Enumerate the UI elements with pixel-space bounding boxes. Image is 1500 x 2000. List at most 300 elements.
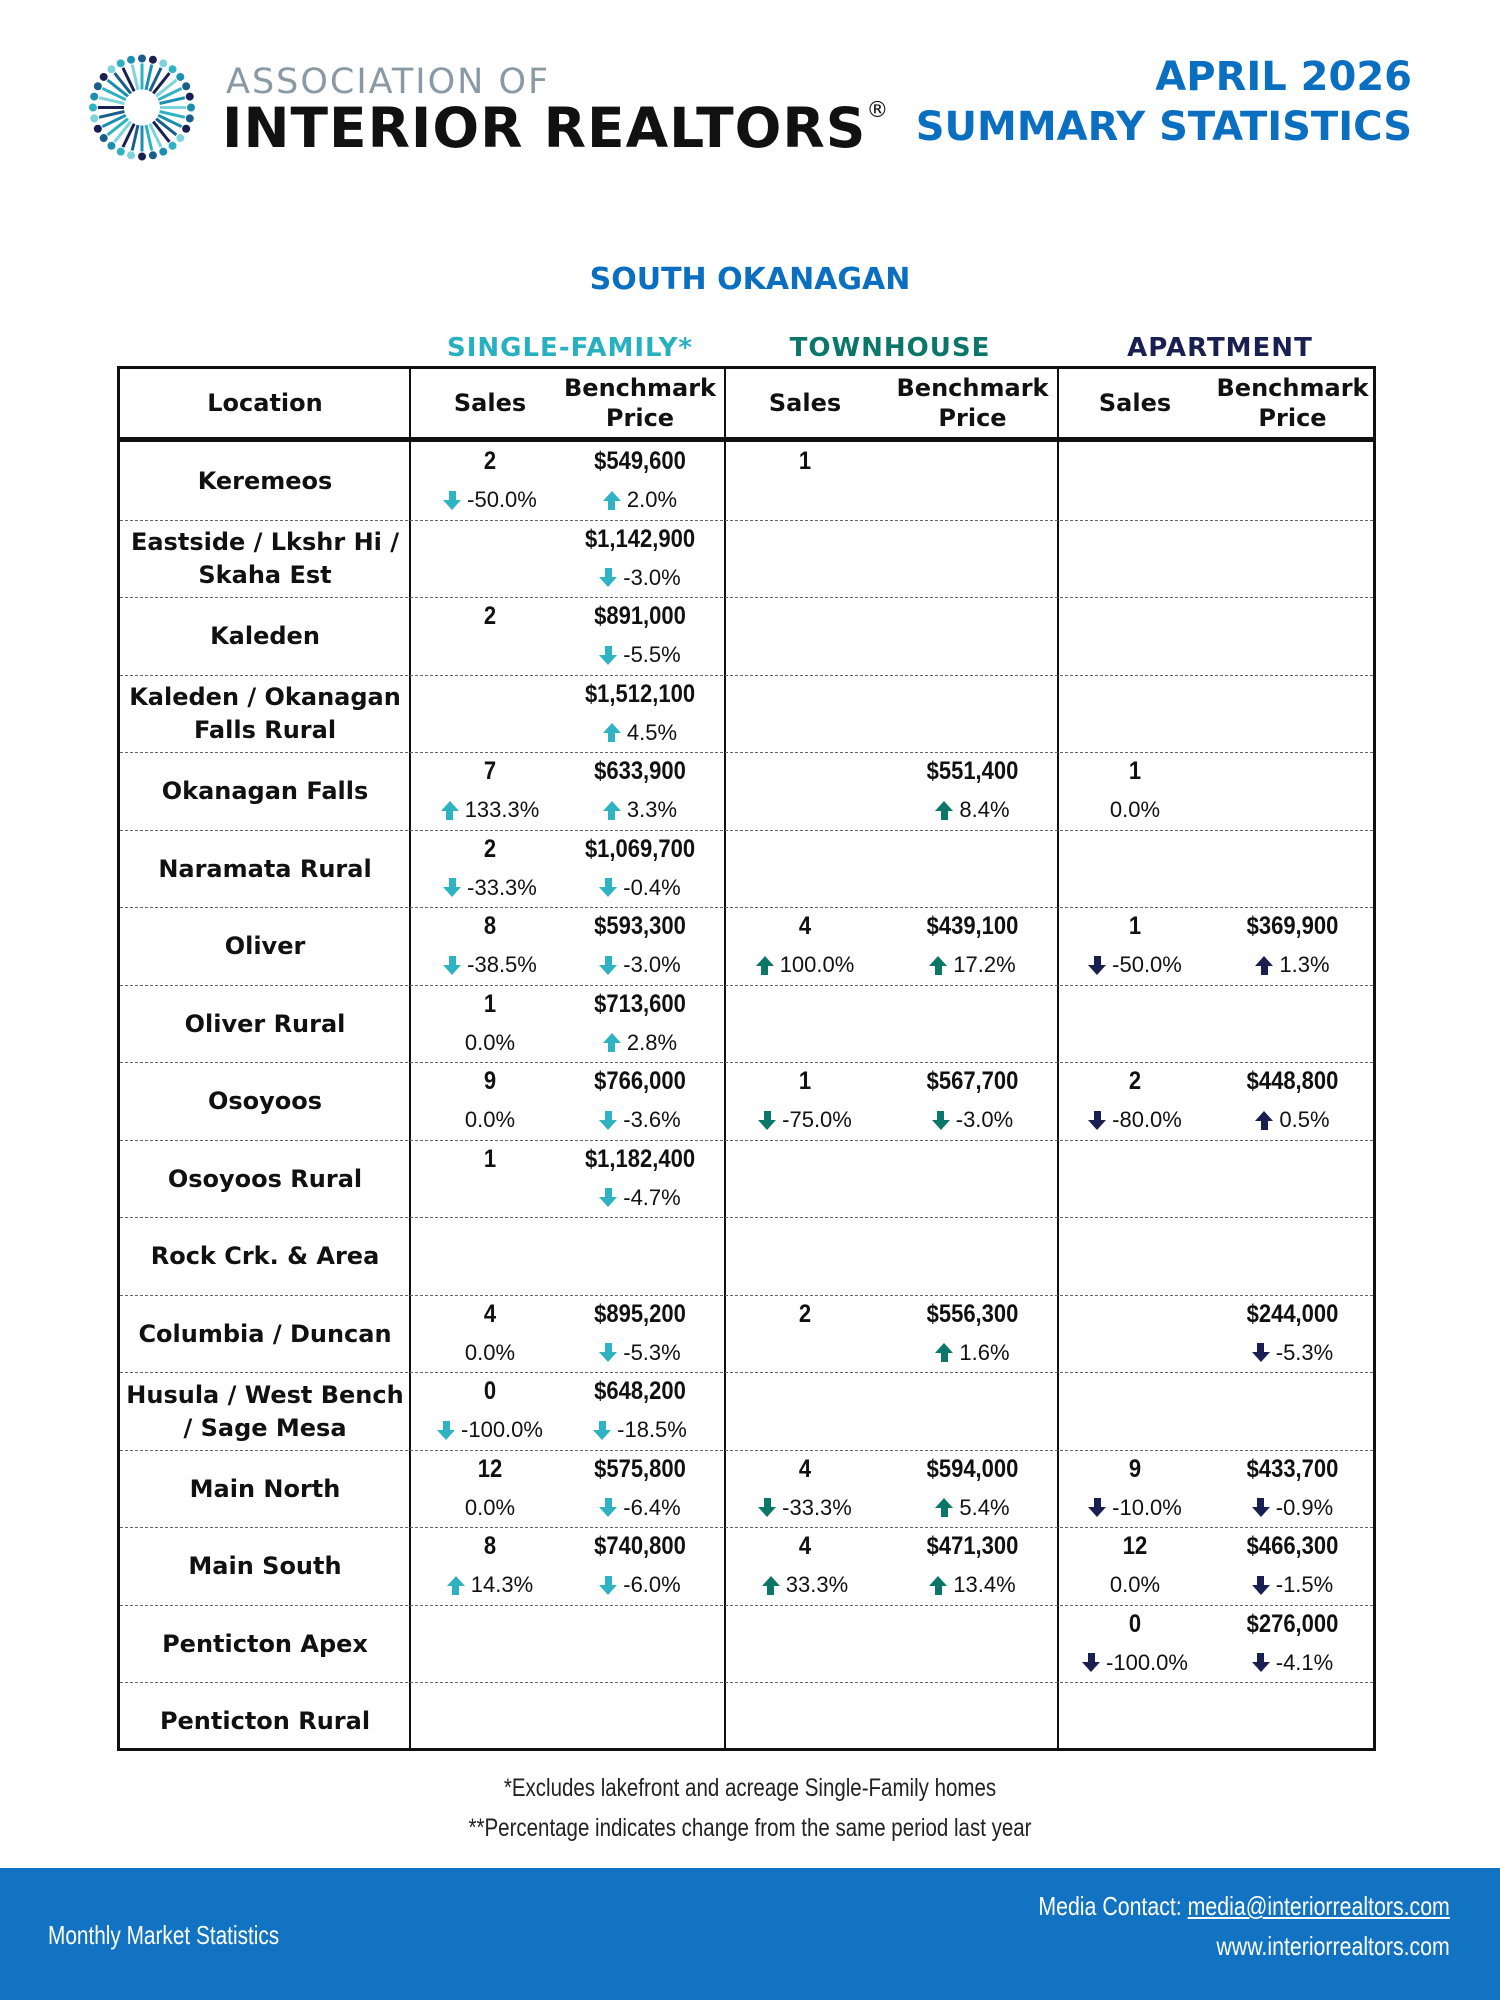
contact-label: Media Contact:: [1038, 1891, 1188, 1921]
change-percent: [890, 952, 1055, 978]
sf-sales-cell: [410, 986, 570, 1063]
th-price-cell: [890, 676, 1055, 753]
change-percent: [1055, 1495, 1215, 1521]
location-name: Osoyoos Rural: [167, 1164, 363, 1193]
arrow-up-icon: [1255, 1111, 1273, 1130]
ap-sales-cell: [1055, 831, 1215, 908]
th-sales-cell: [725, 443, 885, 520]
table-row: [120, 1141, 1373, 1219]
th-price-value: $551,400: [926, 757, 1019, 785]
change-percent: [410, 1107, 570, 1133]
location-name: Oliver Rural: [184, 1009, 346, 1038]
table-row: [120, 1218, 1373, 1296]
change-percent: [1055, 952, 1215, 978]
change-percent: [725, 952, 885, 978]
ap-sales-cell: [1055, 1373, 1215, 1450]
sf-price-value: $1,182,400: [584, 1144, 696, 1173]
arrow-down-icon: [1252, 1653, 1270, 1672]
change-percent: [555, 1340, 725, 1366]
ap-price-cell: [1210, 1606, 1375, 1683]
change-value: 133.3%: [464, 797, 540, 822]
ap-sales-value: 12: [1122, 1532, 1148, 1560]
arrow-down-icon: [1252, 1576, 1270, 1595]
th-price-cell: [890, 1063, 1055, 1140]
col-sf-sales: Sales: [453, 389, 527, 417]
arrow-down-icon: [758, 1498, 776, 1517]
location-name: Main North: [189, 1474, 341, 1503]
sf-sales-cell: [410, 443, 570, 520]
location-name: Penticton Apex: [162, 1629, 368, 1658]
change-percent: [725, 1107, 885, 1133]
location-name: Kaleden: [210, 622, 320, 650]
sf-price-cell: [555, 1451, 725, 1528]
th-price-cell: [890, 598, 1055, 675]
ap-price-value: $369,900: [1246, 912, 1339, 940]
ap-sales-value: 9: [1128, 1454, 1142, 1483]
change-percent: [555, 1572, 725, 1598]
change-percent: [410, 797, 570, 823]
table-row: [120, 598, 1373, 676]
sf-sales-value: 2: [483, 602, 497, 630]
arrow-up-icon: [603, 801, 621, 820]
change-percent: [1210, 1107, 1375, 1133]
sf-price-value: $766,000: [594, 1067, 686, 1095]
change-value: -5.3%: [1275, 1339, 1334, 1365]
th-sales-value: 1: [798, 1067, 812, 1095]
sf-price-value: $1,512,100: [584, 679, 696, 708]
ap-sales-cell: [1055, 908, 1215, 985]
table-row: [120, 908, 1373, 986]
change-value: -6.0%: [623, 1572, 681, 1597]
change-percent: [410, 952, 570, 978]
change-percent: [410, 1495, 570, 1521]
change-value: 0.0%: [464, 1339, 516, 1365]
ap-sales-cell: [1055, 1683, 1215, 1760]
arrow-up-icon: [935, 1343, 953, 1362]
arrow-down-icon: [443, 491, 461, 510]
ap-price-cell: [1210, 443, 1375, 520]
sf-price-value: $1,142,900: [584, 524, 696, 553]
sf-sales-cell: [410, 1218, 570, 1295]
sf-sales-cell: [410, 1063, 570, 1140]
sf-sales-cell: [410, 598, 570, 675]
table-row: [120, 1063, 1373, 1141]
table-row: [120, 986, 1373, 1064]
change-value: 14.3%: [470, 1572, 534, 1597]
change-percent: [555, 1185, 725, 1211]
sf-sales-cell: [410, 1373, 570, 1450]
arrow-up-icon: [603, 723, 621, 742]
th-price-cell: [890, 1683, 1055, 1760]
sf-price-value: $575,800: [594, 1454, 686, 1483]
arrow-up-icon: [441, 801, 459, 820]
change-percent: [410, 875, 570, 901]
report-month: APRIL 2026: [1155, 54, 1412, 100]
footer-bar: [0, 1868, 1500, 2000]
ap-sales-value: 1: [1128, 757, 1142, 785]
th-price-cell: [890, 1528, 1055, 1605]
change-percent: [1210, 1340, 1375, 1366]
location-name: Osoyoos: [207, 1087, 323, 1115]
sf-price-value: $633,900: [594, 757, 686, 785]
change-value: -0.4%: [623, 874, 681, 900]
th-sales-value: 2: [798, 1299, 812, 1328]
col-ap-benchmark: Benchmark Price: [1216, 374, 1369, 432]
change-value: -50.0%: [1112, 952, 1182, 977]
col-location: Location: [207, 389, 323, 417]
th-price-cell: [890, 443, 1055, 520]
location-name: Husula / West Bench / Sage Mesa: [126, 1380, 404, 1442]
sf-price-cell: [555, 598, 725, 675]
table-row: [120, 753, 1373, 831]
change-percent: [890, 1340, 1055, 1366]
th-price-cell: [890, 1141, 1055, 1218]
sf-sales-cell: [410, 521, 570, 598]
sf-sales-cell: [410, 831, 570, 908]
th-sales-value: 4: [798, 1454, 812, 1483]
ap-sales-cell: [1055, 1063, 1215, 1140]
change-value: -5.5%: [623, 642, 681, 667]
th-sales-cell: [725, 1296, 885, 1373]
change-percent: [555, 487, 725, 513]
change-percent: [555, 875, 725, 901]
org-name-line2: INTERIOR REALTORS®: [222, 96, 890, 160]
change-percent: [555, 1030, 725, 1056]
location-name: Columbia / Duncan: [138, 1319, 392, 1348]
th-sales-cell: [725, 598, 885, 675]
change-percent: [410, 1417, 570, 1443]
change-value: 4.5%: [626, 719, 678, 745]
sf-price-cell: [555, 986, 725, 1063]
sf-price-cell: [555, 1063, 725, 1140]
ap-sales-value: 0: [1128, 1609, 1142, 1638]
change-value: -10.0%: [1112, 1494, 1182, 1520]
th-price-cell: [890, 831, 1055, 908]
th-price-cell: [890, 1451, 1055, 1528]
change-percent: [725, 1495, 885, 1521]
org-name-line1: ASSOCIATION OF: [226, 62, 551, 102]
change-value: -75.0%: [782, 1107, 852, 1132]
change-value: 0.0%: [1109, 797, 1161, 822]
sf-sales-value: 0: [483, 1377, 497, 1405]
sf-price-cell: [555, 1683, 725, 1760]
arrow-up-icon: [603, 491, 621, 510]
arrow-down-icon: [1088, 956, 1106, 975]
sf-sales-cell: [410, 1451, 570, 1528]
change-value: 17.2%: [953, 952, 1016, 977]
change-percent: [890, 797, 1055, 823]
change-value: 8.4%: [959, 797, 1010, 822]
change-value: 0.5%: [1279, 1107, 1330, 1132]
arrow-down-icon: [1252, 1343, 1270, 1362]
change-percent: [410, 1572, 570, 1598]
th-price-cell: [890, 521, 1055, 598]
change-percent: [555, 642, 725, 668]
th-price-cell: [890, 1373, 1055, 1450]
sf-price-cell: [555, 1528, 725, 1605]
ap-price-cell: [1210, 1141, 1375, 1218]
ap-price-value: $466,300: [1246, 1532, 1339, 1560]
change-value: 100.0%: [779, 952, 855, 977]
change-value: 0.0%: [464, 1494, 516, 1520]
sf-price-cell: [555, 1296, 725, 1373]
change-value: -4.7%: [623, 1184, 681, 1210]
th-sales-value: 4: [798, 912, 812, 940]
sf-sales-value: 8: [483, 912, 497, 940]
arrow-down-icon: [599, 1498, 617, 1517]
location-name: Rock Crk. & Area: [150, 1242, 380, 1270]
group-apartment: APARTMENT: [1127, 333, 1313, 363]
arrow-down-icon: [1088, 1111, 1106, 1130]
table-row: [120, 521, 1373, 599]
arrow-up-icon: [929, 956, 947, 975]
group-townhouse: TOWNHOUSE: [789, 333, 991, 363]
change-value: -33.3%: [782, 1494, 852, 1520]
col-sf-benchmark: Benchmark Price: [564, 374, 716, 432]
change-percent: [890, 1107, 1055, 1133]
th-price-cell: [890, 1606, 1055, 1683]
change-value: 13.4%: [953, 1572, 1016, 1597]
ap-sales-cell: [1055, 1451, 1215, 1528]
registered-mark: ®: [866, 98, 890, 123]
ap-price-value: $244,000: [1246, 1299, 1339, 1328]
change-percent: [1055, 1107, 1215, 1133]
th-price-cell: [890, 908, 1055, 985]
th-price-cell: [890, 753, 1055, 830]
footnotes: [135, 1768, 1365, 1848]
change-value: -1.5%: [1275, 1572, 1334, 1597]
col-th-sales: Sales: [768, 389, 842, 417]
change-percent: [410, 1340, 570, 1366]
col-ap-sales: Sales: [1098, 389, 1172, 417]
th-price-value: $556,300: [926, 1299, 1019, 1328]
change-value: -3.0%: [955, 1107, 1014, 1132]
change-percent: [890, 1495, 1055, 1521]
th-sales-cell: [725, 1141, 885, 1218]
ap-price-cell: [1210, 831, 1375, 908]
th-sales-cell: [725, 753, 885, 830]
ap-price-cell: [1210, 1063, 1375, 1140]
table-row: [120, 1683, 1373, 1761]
arrow-down-icon: [1082, 1653, 1100, 1672]
ap-price-cell: [1210, 598, 1375, 675]
change-value: -50.0%: [467, 487, 537, 512]
change-percent: [555, 1495, 725, 1521]
change-percent: [1210, 1650, 1375, 1676]
change-percent: [1210, 952, 1375, 978]
change-value: 0.0%: [464, 1029, 516, 1055]
sf-price-cell: [555, 1606, 725, 1683]
table-row: [120, 1606, 1373, 1684]
th-sales-cell: [725, 1683, 885, 1760]
change-value: -80.0%: [1112, 1107, 1182, 1132]
change-value: -5.3%: [623, 1339, 681, 1365]
change-value: -33.3%: [467, 874, 537, 900]
th-price-cell: [890, 1296, 1055, 1373]
sf-price-value: $1,069,700: [584, 834, 696, 863]
th-sales-cell: [725, 831, 885, 908]
ap-sales-cell: [1055, 1296, 1215, 1373]
ap-sales-cell: [1055, 1141, 1215, 1218]
ap-sales-cell: [1055, 1528, 1215, 1605]
table-header: [120, 369, 1373, 440]
change-percent: [1055, 797, 1215, 823]
sf-price-cell: [555, 908, 725, 985]
change-value: 3.3%: [626, 797, 678, 822]
arrow-up-icon: [935, 801, 953, 820]
contact-email-link[interactable]: media@interiorrealtors.com: [1187, 1891, 1450, 1921]
arrow-down-icon: [599, 568, 617, 587]
ap-price-cell: [1210, 986, 1375, 1063]
arrow-up-icon: [447, 1576, 465, 1595]
change-percent: [890, 1572, 1055, 1598]
arrow-down-icon: [599, 1343, 617, 1362]
ap-sales-value: 2: [1128, 1067, 1142, 1095]
sf-sales-value: 9: [483, 1067, 497, 1095]
arrow-down-icon: [599, 956, 617, 975]
change-value: 1.3%: [1279, 952, 1330, 977]
ap-price-cell: [1210, 1296, 1375, 1373]
change-percent: [555, 1107, 725, 1133]
sf-price-cell: [555, 443, 725, 520]
change-percent: [555, 952, 725, 978]
th-sales-cell: [725, 986, 885, 1063]
change-value: 2.0%: [626, 487, 678, 512]
ap-price-cell: [1210, 521, 1375, 598]
change-value: -4.1%: [1275, 1649, 1334, 1675]
change-percent: [1210, 1572, 1375, 1598]
footer-label: Monthly Market Statistics: [48, 1920, 280, 1950]
arrow-up-icon: [603, 1033, 621, 1052]
change-value: 33.3%: [785, 1572, 849, 1597]
sf-sales-value: 12: [477, 1454, 503, 1483]
table-row: [120, 443, 1373, 521]
ap-price-cell: [1210, 1528, 1375, 1605]
ap-sales-cell: [1055, 521, 1215, 598]
ap-price-cell: [1210, 1683, 1375, 1760]
sf-price-cell: [555, 676, 725, 753]
arrow-down-icon: [599, 1188, 617, 1207]
sf-price-cell: [555, 831, 725, 908]
website-link[interactable]: www.interiorrealtors.com: [1216, 1931, 1450, 1961]
ap-price-cell: [1210, 1373, 1375, 1450]
th-sales-cell: [725, 908, 885, 985]
sf-price-value: $593,300: [594, 912, 686, 940]
change-percent: [1055, 1572, 1215, 1598]
footnote-2: **Percentage indicates change from the same period last year: [468, 1814, 1032, 1842]
table-row: [120, 1296, 1373, 1374]
location-name: Kaleden / Okanagan Falls Rural: [129, 683, 401, 744]
sf-price-cell: [555, 1141, 725, 1218]
ap-price-cell: [1210, 676, 1375, 753]
location-name: Keremeos: [197, 467, 333, 495]
change-value: 1.6%: [959, 1339, 1010, 1365]
th-sales-cell: [725, 1528, 885, 1605]
change-percent: [410, 487, 570, 513]
report-title: [916, 52, 1412, 152]
sf-price-value: $713,600: [594, 989, 686, 1018]
ap-sales-value: 1: [1128, 912, 1142, 940]
th-price-value: $471,300: [926, 1532, 1019, 1560]
sf-sales-cell: [410, 676, 570, 753]
ap-sales-cell: [1055, 676, 1215, 753]
footer-contact: [1039, 1886, 1450, 1966]
ap-sales-cell: [1055, 1218, 1215, 1295]
ap-price-value: $448,800: [1246, 1067, 1339, 1095]
arrow-down-icon: [758, 1111, 776, 1130]
sf-sales-value: 2: [483, 834, 497, 863]
th-sales-cell: [725, 1606, 885, 1683]
change-value: -6.4%: [623, 1494, 681, 1520]
location-name: Penticton Rural: [159, 1707, 371, 1735]
change-percent: [555, 1417, 725, 1443]
ap-sales-cell: [1055, 986, 1215, 1063]
arrow-down-icon: [599, 1111, 617, 1130]
change-percent: [1210, 1495, 1375, 1521]
th-sales-cell: [725, 676, 885, 753]
change-percent: [555, 565, 725, 591]
sf-sales-value: 1: [483, 989, 497, 1018]
report-subtitle: SUMMARY STATISTICS: [915, 104, 1412, 150]
change-value: -3.6%: [623, 1107, 681, 1132]
table-row: [120, 1451, 1373, 1529]
arrow-down-icon: [443, 878, 461, 897]
footnote-1: *Excludes lakefront and acreage Single-Family homes: [503, 1774, 997, 1802]
statistics-table: [117, 366, 1376, 1751]
arrow-down-icon: [932, 1111, 950, 1130]
th-price-cell: [890, 1218, 1055, 1295]
arrow-down-icon: [599, 646, 617, 665]
sf-price-cell: [555, 1373, 725, 1450]
th-price-value: $567,700: [926, 1067, 1019, 1095]
change-percent: [725, 1572, 885, 1598]
sf-price-value: $895,200: [594, 1299, 686, 1328]
arrow-up-icon: [935, 1498, 953, 1517]
th-sales-cell: [725, 521, 885, 598]
arrow-up-icon: [756, 956, 774, 975]
arrow-down-icon: [1088, 1498, 1106, 1517]
th-sales-value: 1: [798, 447, 812, 475]
th-price-value: $594,000: [926, 1454, 1019, 1483]
group-single-family: SINGLE-FAMILY*: [446, 333, 693, 363]
sf-sales-cell: [410, 1606, 570, 1683]
arrow-down-icon: [443, 956, 461, 975]
change-value: -0.9%: [1275, 1494, 1334, 1520]
arrow-down-icon: [1252, 1498, 1270, 1517]
table-row: [120, 676, 1373, 754]
th-price-cell: [890, 986, 1055, 1063]
sf-price-value: $648,200: [594, 1377, 686, 1405]
table-row: [120, 1373, 1373, 1451]
association-logo: [82, 40, 202, 175]
th-sales-cell: [725, 1218, 885, 1295]
arrow-down-icon: [599, 878, 617, 897]
change-percent: [1055, 1650, 1215, 1676]
change-value: -3.0%: [623, 952, 681, 977]
location-name: Naramata Rural: [158, 854, 372, 883]
sf-sales-value: 4: [483, 1299, 497, 1328]
th-price-value: $439,100: [926, 912, 1019, 940]
change-value: 2.8%: [626, 1029, 678, 1055]
th-sales-value: 4: [798, 1532, 812, 1560]
sf-sales-value: 7: [483, 757, 497, 785]
location-name: Eastside / Lkshr Hi / Skaha Est: [130, 528, 400, 589]
ap-sales-cell: [1055, 598, 1215, 675]
location-name: Oliver: [224, 932, 306, 960]
sf-sales-cell: [410, 908, 570, 985]
sf-price-cell: [555, 753, 725, 830]
change-percent: [555, 797, 725, 823]
